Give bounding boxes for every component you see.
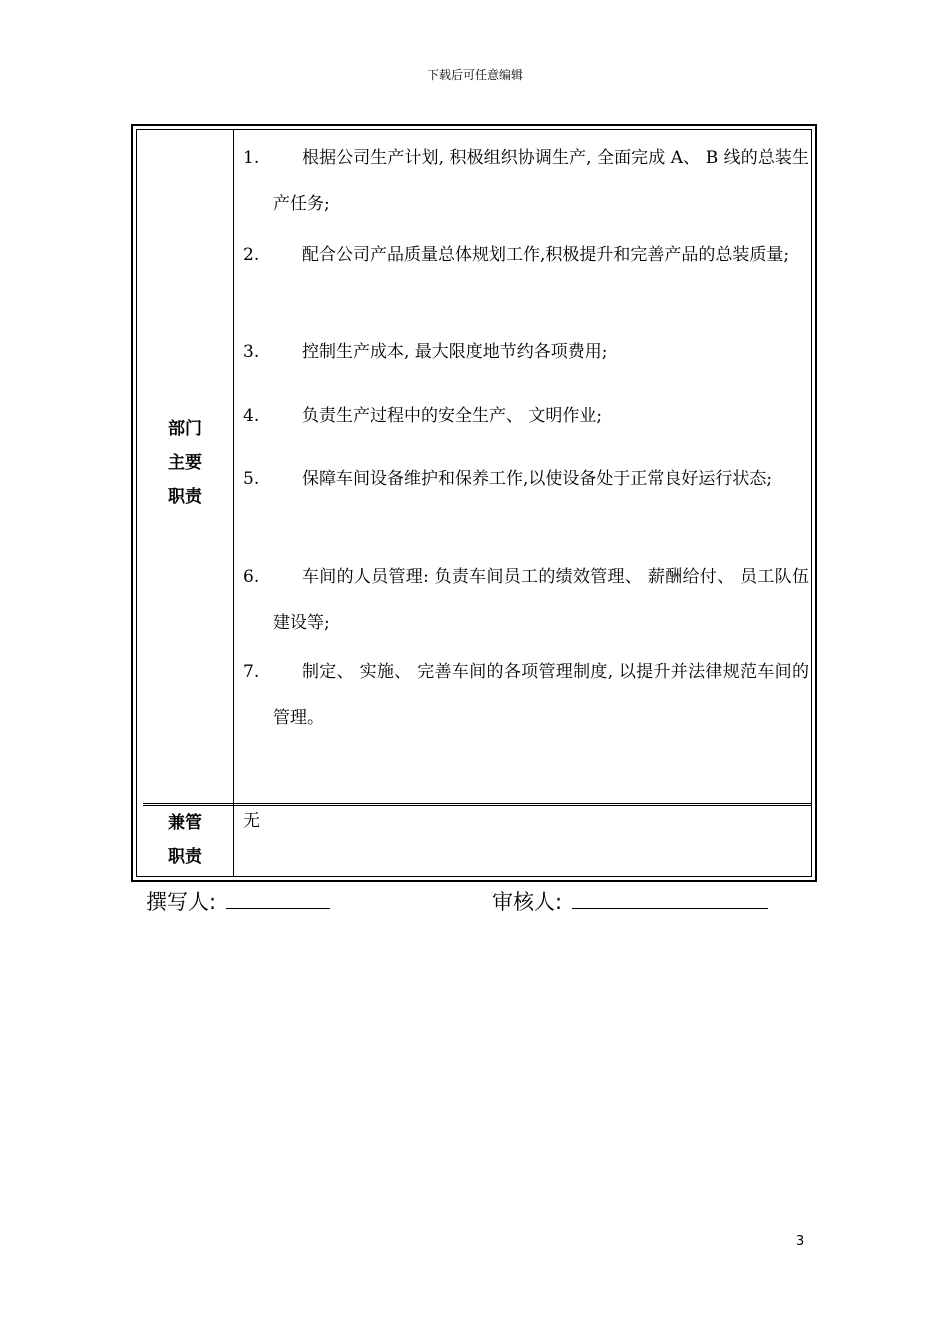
duty-item-5 xyxy=(243,456,809,502)
duty-item-1 xyxy=(243,135,809,227)
duty-item-6 xyxy=(243,554,809,646)
main-duty-label xyxy=(137,412,233,514)
duty-table xyxy=(131,124,817,882)
main-duty-label-line-1: 部门 xyxy=(168,419,202,439)
duty-item-2 xyxy=(243,232,809,278)
duty-item-number: 1. xyxy=(243,148,260,168)
duty-item-number: 3. xyxy=(243,342,260,362)
duty-item-text: 保障车间设备维护和保养工作,以使设备处于正常良好运行状态; xyxy=(302,469,773,489)
main-duty-label-line-3: 职责 xyxy=(168,487,202,507)
extra-duty-label-line-2: 职责 xyxy=(168,847,202,867)
duty-item-number: 2. xyxy=(243,245,260,265)
page-number: 3 xyxy=(796,1234,805,1249)
duty-item-4 xyxy=(243,393,809,439)
writer-blank-line[interactable] xyxy=(226,886,330,909)
column-divider xyxy=(233,130,234,876)
duty-item-number: 5. xyxy=(243,469,260,489)
extra-duty-label-line-1: 兼管 xyxy=(168,813,202,833)
main-duty-label-line-2: 主要 xyxy=(168,453,202,473)
duty-item-7 xyxy=(243,649,809,741)
duty-item-text: 控制生产成本, 最大限度地节约各项费用; xyxy=(302,342,608,362)
reviewer-label: 审核人: xyxy=(492,890,563,914)
extra-duty-label xyxy=(137,806,233,874)
writer-label: 撰写人: xyxy=(146,890,217,914)
duty-item-number: 7. xyxy=(243,662,260,682)
duty-item-text: 制定、 实施、 完善车间的各项管理制度, 以提升并法律规范车间的管理。 xyxy=(273,662,809,728)
duty-item-text: 根据公司生产计划, 积极组织协调生产, 全面完成 A、 B 线的总装生产任务; xyxy=(273,148,809,214)
duty-item-text: 负责生产过程中的安全生产、 文明作业; xyxy=(302,406,603,426)
extra-duty-value: 无 xyxy=(243,811,260,831)
duty-item-text: 配合公司产品质量总体规划工作,积极提升和完善产品的总装质量; xyxy=(302,245,790,265)
reviewer-signature xyxy=(492,886,768,917)
duty-item-number: 6. xyxy=(243,567,260,587)
duty-item-text: 车间的人员管理: 负责车间员工的绩效管理、 薪酬给付、 员工队伍建设等; xyxy=(273,567,809,633)
duty-item-3 xyxy=(243,329,809,375)
row-separator xyxy=(143,803,811,806)
reviewer-blank-line[interactable] xyxy=(572,886,768,909)
duty-table-inner xyxy=(136,129,812,877)
header-note: 下载后可任意编辑 xyxy=(426,68,523,82)
writer-signature xyxy=(146,886,330,917)
duty-item-number: 4. xyxy=(243,406,260,426)
